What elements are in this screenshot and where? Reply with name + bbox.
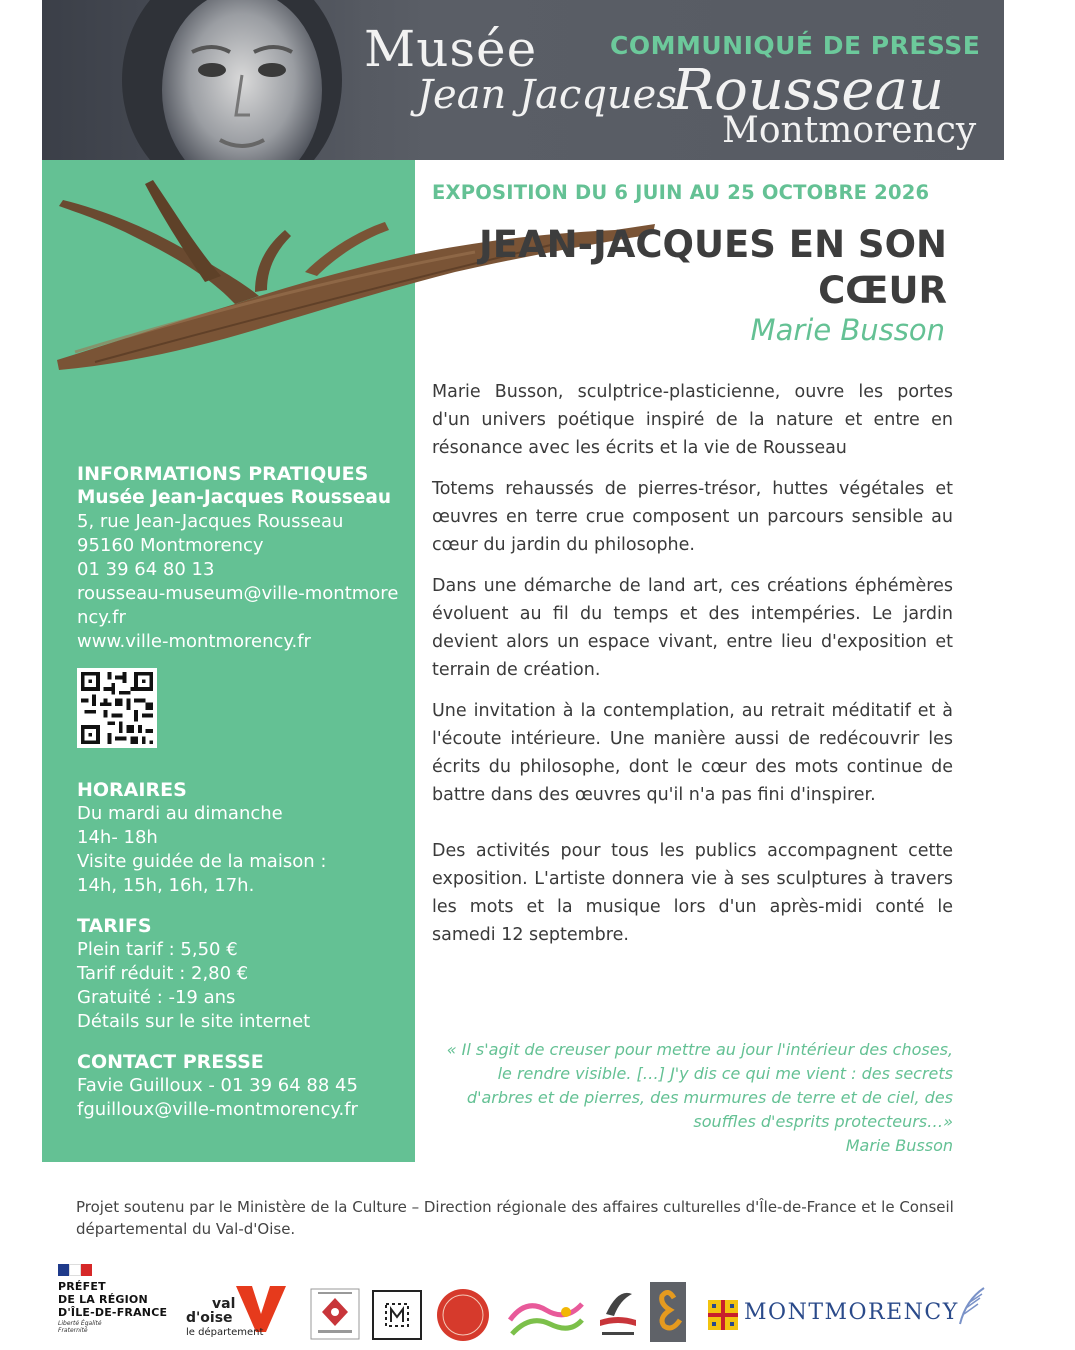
marianne-flag-icon (58, 1264, 92, 1276)
header-musee-text: Musée (364, 20, 538, 78)
artist-name: Marie Busson (750, 313, 945, 347)
press-release-label: COMMUNIQUÉ DE PRESSE (610, 31, 981, 60)
museum-email-link[interactable]: rousseau-museum@ville-montmorency.fr (77, 583, 399, 628)
body-paragraph: Totems rehaussés de pierres-trésor, huttes végétales et œuvres en terre crue composent un parcours sensible au cœur du jardin du philosophe. (432, 479, 953, 555)
prefet-text: PRÉFET DE LA RÉGION D'ÎLE-DE-FRANCE (58, 1280, 168, 1319)
museum-name: Musée Jean-Jacques Rousseau (77, 487, 391, 508)
val-doise-text-val: val (212, 1296, 236, 1312)
press-contact-email-link[interactable]: fguilloux@ville-montmorency.fr (77, 1099, 358, 1120)
rousseau-portrait-image (92, 0, 392, 160)
body-paragraph: Marie Busson, sculptrice-plasticienne, ouvre les portes d'un univers poétique inspiré de la nature et entre en résonance avec les écrits et la vie de Rousseau (432, 382, 953, 458)
montmorency-feather-icon (956, 1286, 986, 1326)
header-banner (42, 0, 1004, 160)
exhibition-dates: EXPOSITION DU 6 JUIN AU 25 OCTOBRE 2026 (432, 181, 930, 204)
address-street: 5, rue Jean-Jacques Rousseau (77, 511, 344, 532)
press-contact-name-phone: Favie Guilloux - 01 39 64 88 45 (77, 1075, 358, 1096)
press-body-text (432, 378, 953, 962)
body-paragraph: Une invitation à la contemplation, au retrait méditatif et à l'écoute intérieure. Une manière aussi de redécouvrir les écrits du philosophe, dont le cœur des mots continue de battre dans des œuvres qu'il n'a pas fini d'inspirer. (432, 701, 953, 805)
exhibition-title-line1: JEAN-JACQUES EN SON (478, 223, 947, 266)
support-statement: Projet soutenu par le Ministère de la Culture – Direction régionale des affaires culturelles d'Île-de-France et le Conseil départemental du Val-d'Oise. (76, 1198, 954, 1238)
monument-historique-logo (310, 1288, 360, 1340)
val-doise-text-oise: d'oise (186, 1310, 233, 1326)
museum-m-logo (372, 1290, 422, 1340)
partner-logos (58, 1262, 998, 1342)
guided-visit-times: 14h, 15h, 16h, 17h. (77, 875, 255, 896)
hours-days: Du mardi au dimanche (77, 803, 283, 824)
price-reduced: Tarif réduit : 2,80 € (77, 963, 249, 984)
val-doise-text-dept: le département (186, 1327, 264, 1338)
price-free: Gratuité : -19 ans (77, 987, 236, 1008)
museum-phone: 01 39 64 80 13 (77, 559, 215, 580)
body-paragraph: Dans une démarche de land art, ces créations éphémères évoluent au fil du temps et des intempéries. Le jardin devient alors un espace vivant, entre lieu d'exposition et terrain de création. (432, 576, 953, 680)
valdoise-family-logo (506, 1290, 586, 1340)
header-montmorency-text: Montmorency (722, 110, 977, 151)
exhibition-title (447, 222, 947, 314)
artist-quote (432, 1038, 953, 1158)
quote-author: Marie Busson (845, 1136, 953, 1155)
press-contact-heading: CONTACT PRESSE (77, 1051, 264, 1073)
ampersand-logo (650, 1282, 686, 1342)
header-rousseau-text: Rousseau (672, 58, 945, 123)
exhibition-title-line2: CŒUR (818, 269, 947, 312)
val-doise-logo (186, 1284, 290, 1342)
header-jean-jacques-text: Jean Jacques (417, 72, 677, 118)
montmorency-logo-text: MONTMORENCY (744, 1300, 959, 1325)
prices-heading: TARIFS (77, 915, 152, 937)
price-full: Plein tarif : 5,50 € (77, 939, 238, 960)
prefet-motto: Liberté Égalité Fraternité (58, 1320, 102, 1334)
hours-time: 14h- 18h (77, 827, 158, 848)
body-paragraph: Des activités pour tous les publics accompagnent cette exposition. L'artiste donnera vie à ses sculptures à travers les mots et la musique lors d'un après-midi conté le samedi 12 septembre. (432, 841, 953, 945)
maisons-des-illustres-logo (436, 1288, 490, 1342)
price-details: Détails sur le site internet (77, 1011, 311, 1032)
museum-website-link[interactable]: www.ville-montmorency.fr (77, 631, 311, 652)
guided-visit-label: Visite guidée de la maison : (77, 851, 327, 872)
practical-info-heading: INFORMATIONS PRATIQUES (77, 463, 369, 485)
qr-code[interactable] (77, 668, 157, 748)
hours-heading: HORAIRES (77, 779, 187, 801)
route-maisons-ecrivains-logo (596, 1284, 640, 1342)
address-city: 95160 Montmorency (77, 535, 264, 556)
sidebar-content (77, 462, 407, 1122)
montmorency-coat-of-arms-icon (708, 1300, 738, 1330)
quote-text: « Il s'agit de creuser pour mettre au jour l'intérieur des choses, le rendre visible. […] J'y dis ce qui me vient : des secrets d'arbres et de pierres, des murmures de terre et de ciel, des souffles d'esprits protecteurs…» (446, 1040, 953, 1131)
